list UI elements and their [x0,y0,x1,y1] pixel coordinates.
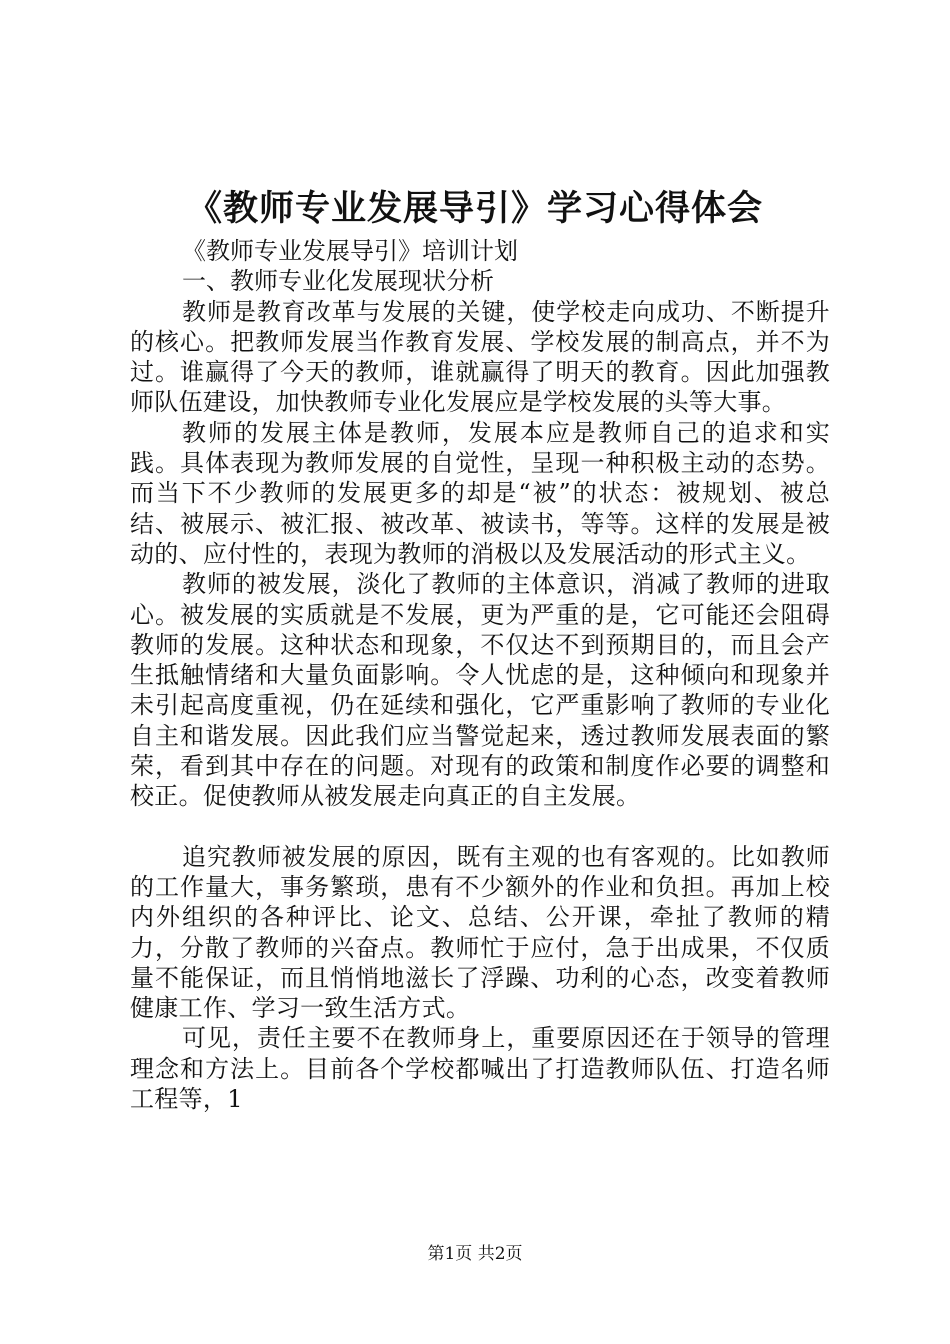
document-body [130,236,830,1114]
paragraph-gap [130,812,830,842]
paragraph: 教师是教育改革与发展的关键，使学校走向成功、不断提升的核心。把教师发展当作教育发展、学校发展的制高点，并不为过。谁赢得了今天的教师，谁就赢得了明天的教育。因此加强教师队伍建设，加快教师专业化发展应是学校发展的头等大事。 [130,297,830,417]
page-footer: 第1页 共2页 [427,1244,523,1264]
paragraph: 教师的发展主体是教师，发展本应是教师自己的追求和实践。具体表现为教师发展的自觉性，呈现一种积极主动的态势。而当下不少教师的发展更多的却是“被”的状态：被规划、被总结、被展示、被汇报、被改革、被读书，等等。这样的发展是被动的、应付性的，表现为教师的消极以及发展活动的形式主义。 [130,418,830,568]
paragraph: 追究教师被发展的原因，既有主观的也有客观的。比如教师的工作量大，事务繁琐，患有不少额外的作业和负担。再加上校内外组织的各种评比、论文、总结、公开课，牵扯了教师的精力，分散了教师的兴奋点。教师忙于应付，急于出成果，不仅质量不能保证，而且悄悄地滋长了浮躁、功利的心态，改变着教师健康工作、学习一致生活方式。 [130,842,830,1023]
paragraph: 可见，责任主要不在教师身上，重要原因还在于领导的管理理念和方法上。目前各个学校都喊出了打造教师队伍、打造名师工程等，1 [130,1024,830,1114]
section-heading: 一、教师专业化发展现状分析 [182,267,494,296]
paragraph: 教师的被发展，淡化了教师的主体意识，消减了教师的进取心。被发展的实质就是不发展，更为严重的是，它可能还会阻碍教师的发展。这种状态和现象，不仅达不到预期目的，而且会产生抵触情绪和大量负面影响。令人忧虑的是，这种倾向和现象并未引起高度重视，仍在延续和强化，它严重影响了教师的专业化自主和谐发展。因此我们应当警觉起来，透过教师发展表面的繁荣，看到其中存在的问题。对现有的政策和制度作必要的调整和校正。促使教师从被发展走向真正的自主发展。 [130,570,830,811]
document-title: 《教师专业发展导引》学习心得体会 [186,188,763,229]
document-subtitle: 《教师专业发展导引》培训计划 [182,237,518,265]
